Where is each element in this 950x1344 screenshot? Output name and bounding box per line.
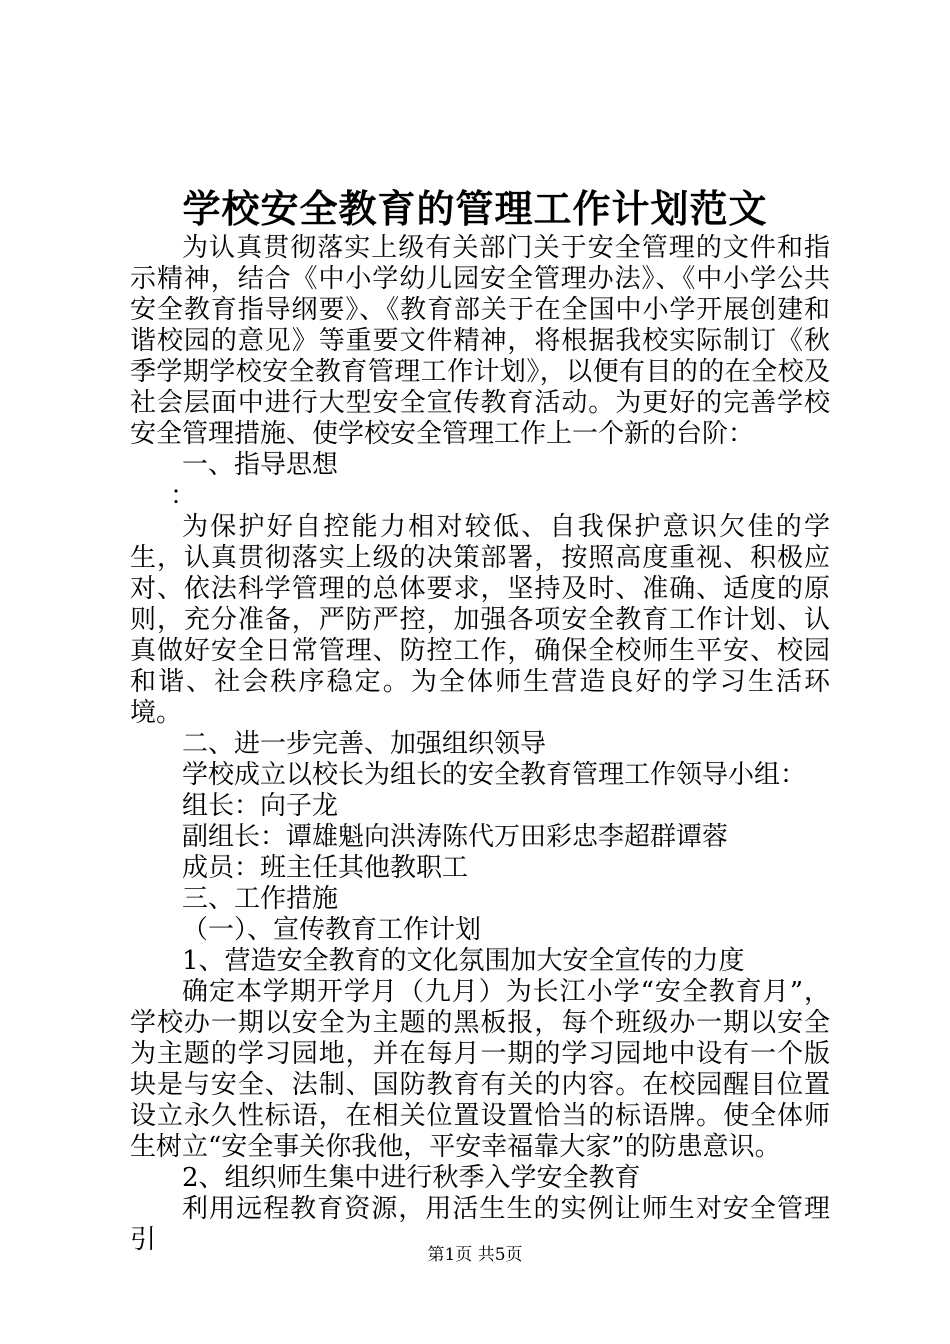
members-line: 成员：班主任其他教职工 — [182, 853, 469, 883]
document-title: 学校安全教育的管理工作计划范文 — [182, 186, 768, 231]
section-heading-organization: 二、进一步完善、加强组织领导 — [182, 729, 547, 759]
section-heading-measures: 三、工作措施 — [182, 884, 339, 914]
remote-education-paragraph: 利用远程教育资源，用活生生的实例让师生对安全管理引 — [130, 1194, 830, 1255]
guiding-ideology-paragraph: 为保护好自控能力相对较低、自我保护意识欠佳的学生，认真贯彻落实上级的决策部署，按照高度重视、积极应对、依法科学管理的总体要求，坚持及时、准确、适度的原则，充分准备，严防严控，加强各项安全教育工作计划、认真做好安全日常管理、防控工作，确保全校师生平安、校园和谐、社会秩序稳定。为全体师生营造良好的学习生活环境。 — [130, 512, 830, 728]
deputy-leader-line: 副组长：谭雄魁向洪涛陈代万田彩忠李超群谭蓉 — [182, 822, 729, 852]
document-body — [130, 233, 830, 1256]
section-heading-guiding-ideology: 一、指导思想 — [182, 450, 339, 480]
page-number-footer: 第1页 共5页 — [427, 1245, 523, 1265]
safety-month-paragraph: 确定本学期开学月（九月）为长江小学“安全教育月”，学校办一期以安全为主题的黑板报，每个班级办一期以安全为主题的学习园地，并在每月一期的学习园地中设有一个版块是与安全、法制、国防教育有关的内容。在校园醒目位置设立永久性标语，在相关位置设置恰当的标语牌。使全体师生树立“安全事关你我他，平安幸福靠大家”的防患意识。 — [130, 977, 830, 1162]
stray-colon-line: ： — [170, 481, 197, 511]
group-leader-line: 组长：向子龙 — [182, 791, 339, 821]
item-heading-atmosphere: 1、营造安全教育的文化氛围加大安全宣传的力度 — [182, 946, 745, 976]
intro-paragraph: 为认真贯彻落实上级有关部门关于安全管理的文件和指示精神，结合《中小学幼儿园安全管理办法》、《中小学公共安全教育指导纲要》、《教育部关于在全国中小学开展创建和谐校园的意见》等重要文件精神，将根据我校实际制订《秋季学期学校安全教育管理工作计划》，以便有目的的在全校及社会层面中进行大型安全宣传教育活动。为更好的完善学校安全管理措施、使学校安全管理工作上一个新的台阶： — [130, 233, 830, 449]
leadership-group-line: 学校成立以校长为组长的安全教育管理工作领导小组： — [182, 760, 807, 790]
item-heading-autumn-education: 2、组织师生集中进行秋季入学安全教育 — [182, 1163, 641, 1193]
subsection-heading-publicity: （一）、宣传教育工作计划 — [182, 915, 482, 945]
